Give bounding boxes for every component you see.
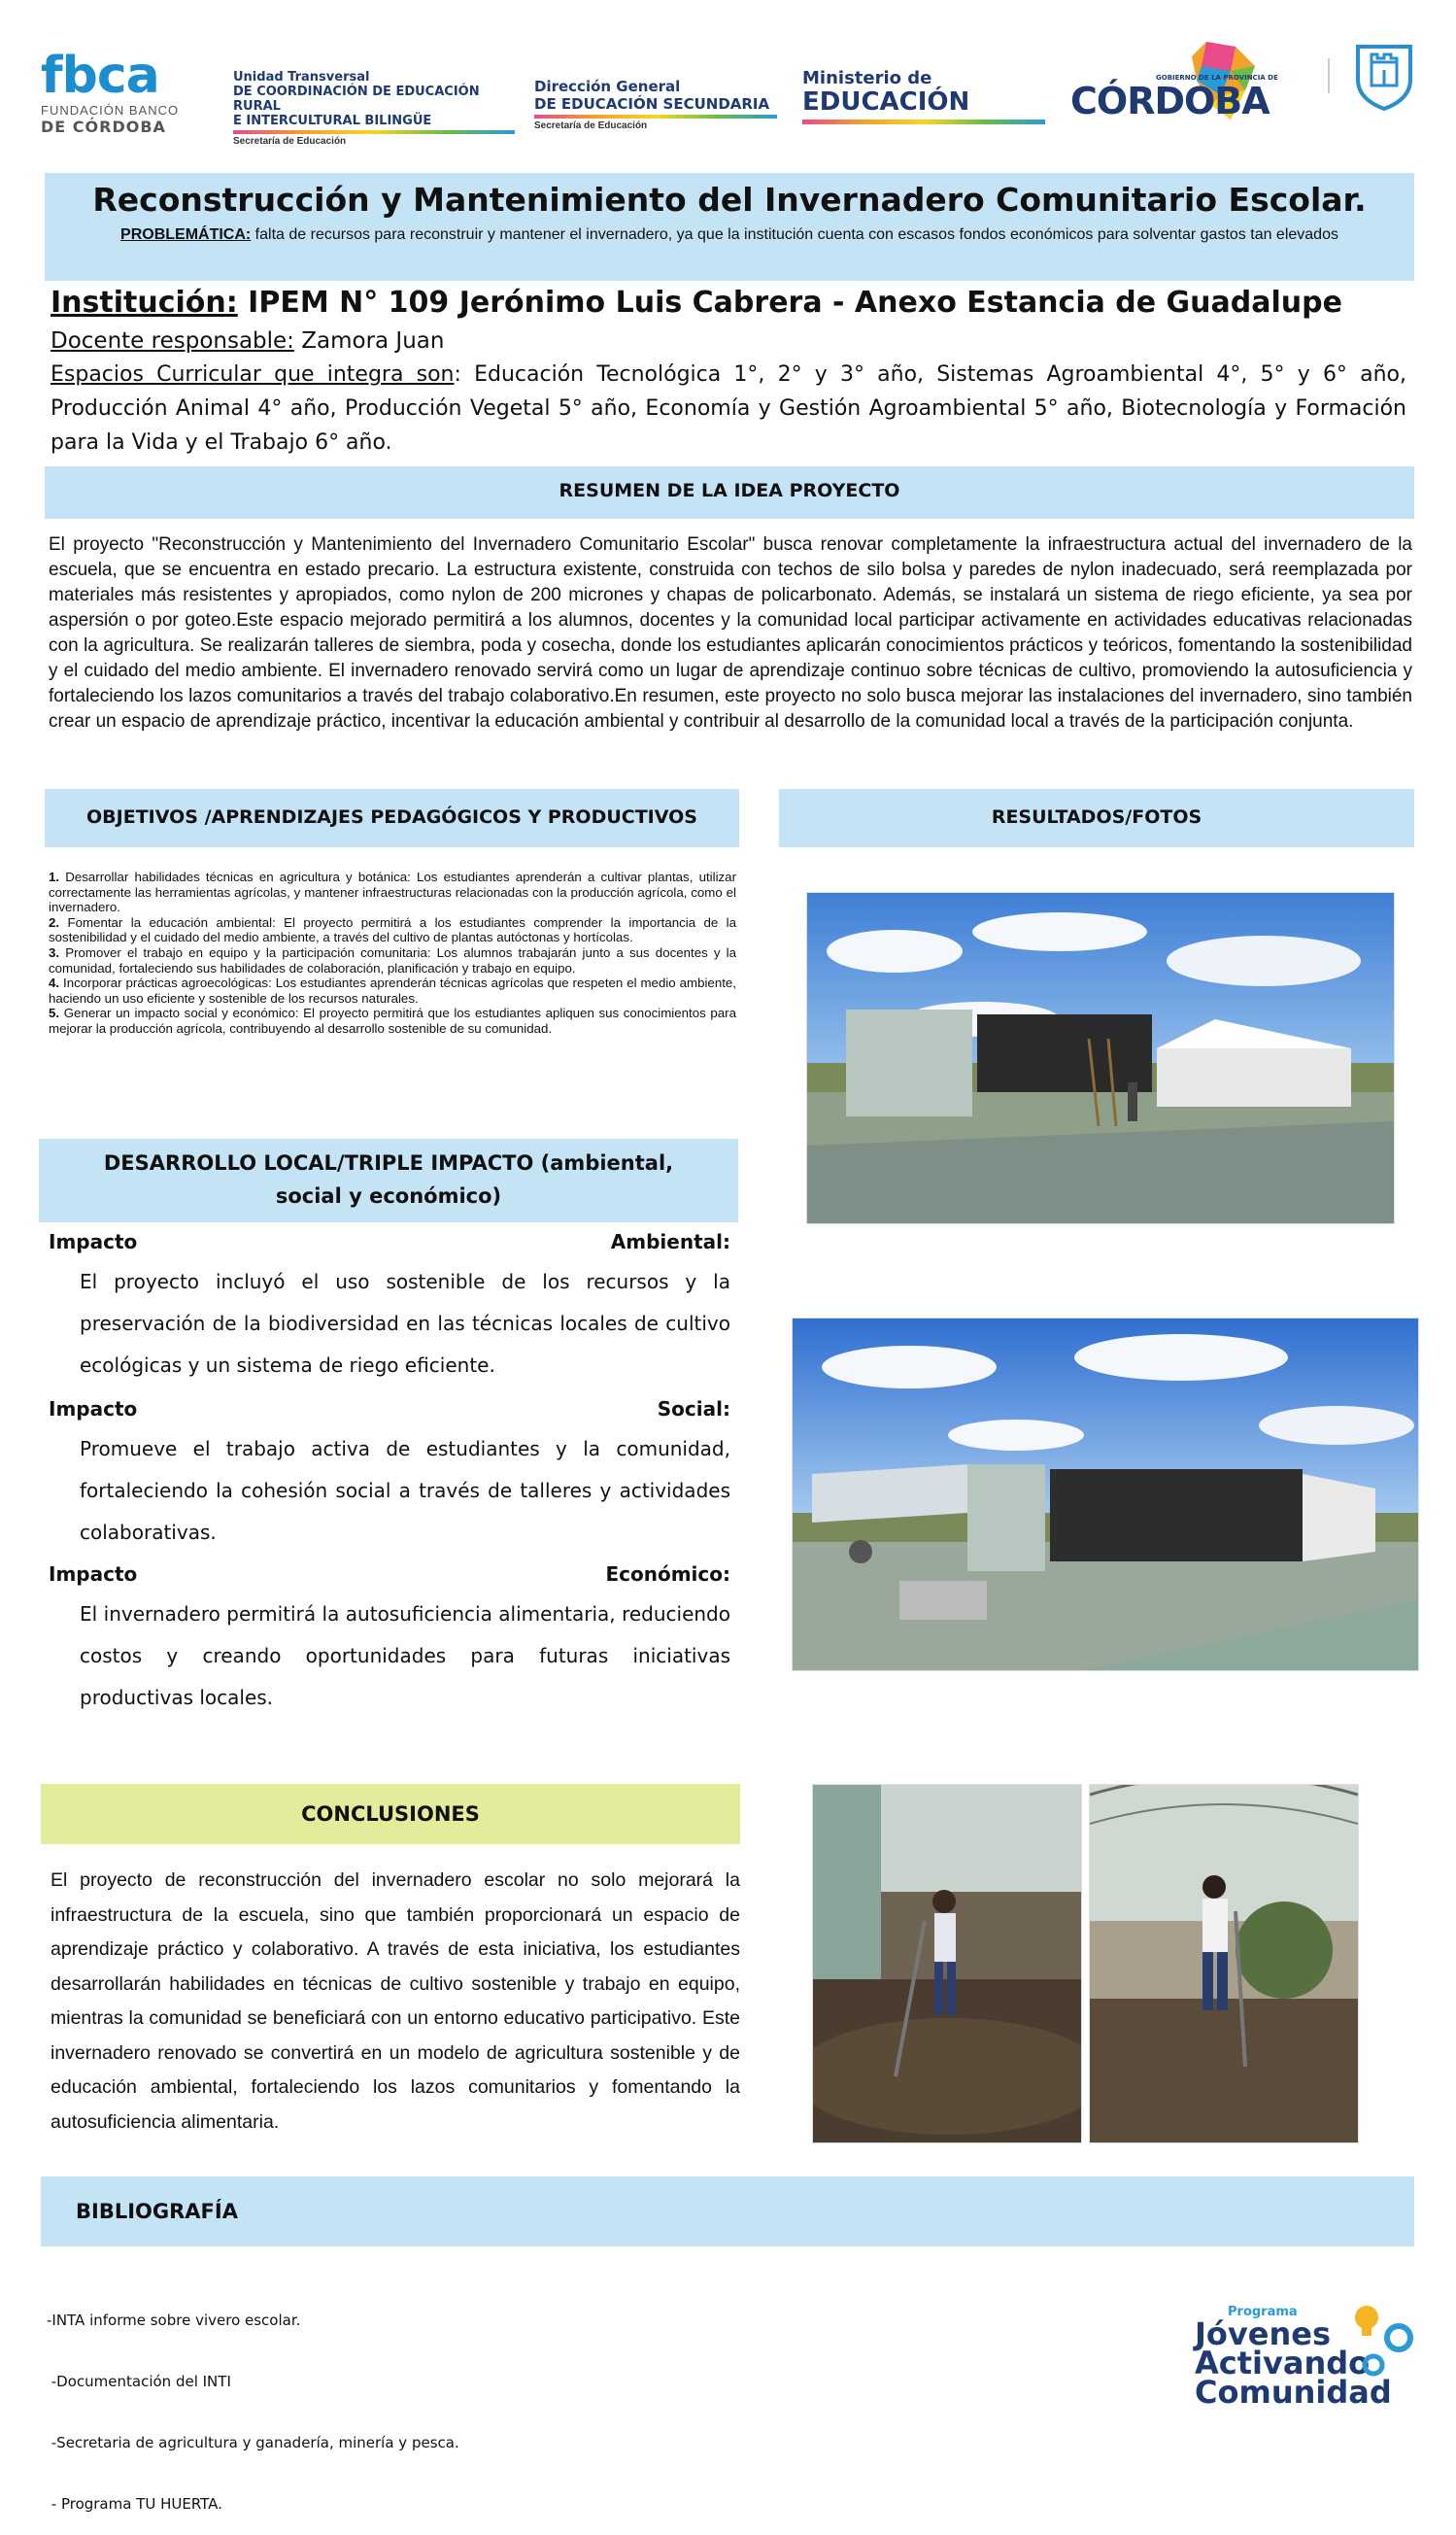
objectives-heading: OBJETIVOS /APRENDIZAJES PEDAGÓGICOS Y PRODUCTIVOS (86, 806, 697, 828)
program-line3: Comunidad (1195, 2374, 1392, 2411)
summary-heading: RESUMEN DE LA IDEA PROYECTO (559, 480, 900, 501)
institution-label: Institución: (51, 286, 238, 320)
program-line1: Jóvenes (1195, 2315, 1331, 2352)
objective-num: 5. (49, 1006, 60, 1021)
header-divider (1328, 58, 1330, 93)
bibliography-item: -Secretaria de agricultura y ganadería, minería y pesca. (47, 2434, 459, 2451)
objective-text: Incorporar prácticas agroecológicas: Los estudiantes aprenderán técnicas agrícolas que respeten el medio ambiente, haciendo un uso eficiente y sostenible de los recursos naturales. (49, 976, 736, 1006)
impact-social-text: Promueve el trabajo activa de estudiantes y la comunidad, fortaleciendo la cohesión social a través de talleres y actividades colaborativas. (80, 1437, 730, 1544)
bibliography-item: -Documentación del INTI (47, 2373, 231, 2390)
bibliography-item: - Programa TU HUERTA. (47, 2495, 222, 2513)
objective-text: Promover el trabajo en equipo y la participación comunitaria: Los alumnos trabajarán junto a sus docentes y la comunidad, fortaleciendo sus habilidades de colaboración, planificación y trabajo en equipo. (49, 944, 736, 976)
objective-item (49, 945, 736, 976)
teacher-label: Docente responsable: (51, 328, 294, 354)
utcer-stripe (233, 130, 515, 134)
objective-item (49, 1006, 736, 1036)
problem-statement (58, 223, 1401, 247)
fbca-line2: DE CÓRDOBA (41, 118, 166, 136)
greenhouse-photo-2-image (793, 1319, 1418, 1670)
impact-social-left: Impacto (49, 1397, 138, 1421)
objective-num: 2. (49, 914, 60, 930)
ring-icon (1381, 2320, 1416, 2355)
objective-text: Desarrollar habilidades técnicas en agricultura y botánica: Los estudiantes aprenderán a cultivar plantas, utilizar correctamente las herramientas agrícolas, y mantener infraestructuras relacionadas con la producción agrícola, como el invernadero. (49, 870, 736, 915)
student-photo-1-image (813, 1785, 1081, 2142)
program-small: Programa (1228, 2305, 1298, 2319)
logo-cordoba (1070, 37, 1313, 124)
logo-dges (534, 78, 777, 131)
student-photo-2-image (1090, 1785, 1358, 2142)
bibliography-item: -INTA informe sobre vivero escolar. (47, 2312, 301, 2329)
impact-economico-left: Impacto (49, 1562, 138, 1586)
spaces-value: : Educación Tecnológica 1°, 2° y 3° año, Sistemas Agroambiental 4°, 5° y 6° año, Producción Animal 4° año, Producción Vegetal 5° año, Economía y Gestión Agroambiental 5° año, Biotecnología y Formación para la Vida y el Trabajo 6° año. (51, 362, 1406, 455)
impact-heading: DESARROLLO LOCAL/TRIPLE IMPACTO (ambiental, social y económico) (103, 1151, 674, 1208)
bibliography-list (47, 2270, 727, 2535)
conclusions-heading: CONCLUSIONES (301, 1802, 480, 1826)
objective-num: 3. (49, 944, 60, 960)
utcer-line3: E INTERCULTURAL BILINGÜE (233, 114, 432, 128)
impact-economico-right: Económico: (605, 1562, 730, 1586)
cordoba-name: CÓRDOBA (1070, 80, 1270, 122)
impact-ambiental-left: Impacto (49, 1230, 138, 1253)
student-photo-1 (812, 1784, 1082, 2143)
logo-ministerio (802, 68, 1045, 124)
spaces-label: Espacios Curricular que integra son (51, 362, 455, 387)
institution-value: IPEM N° 109 Jerónimo Luis Cabrera - Anexo Estancia de Guadalupe (237, 286, 1342, 320)
utcer-line1: Unidad Transversal (233, 70, 370, 85)
problem-label: PROBLEMÁTICA: (120, 226, 252, 243)
logo-utcer (233, 70, 515, 147)
results-heading: RESULTADOS/FOTOS (991, 806, 1202, 828)
greenhouse-photo-1 (806, 892, 1395, 1224)
impact-ambiental-right: Ambiental: (610, 1230, 730, 1253)
ministerio-stripe (802, 120, 1045, 124)
cordoba-small: GOBIERNO DE LA PROVINCIA DE (1156, 74, 1278, 82)
page-title: Reconstrucción y Mantenimiento del Invernadero Comunitario Escolar. (92, 181, 1367, 219)
greenhouse-photo-1-image (807, 893, 1394, 1223)
objective-item (49, 870, 736, 915)
utcer-line2: DE COORDINACIÓN DE EDUCACIÓN RURAL (233, 85, 480, 114)
bibliography-band (41, 2176, 1414, 2246)
bibliography-heading: BIBLIOGRAFÍA (76, 2200, 238, 2223)
impact-economico-text: El invernadero permitirá la autosuficiencia alimentaria, reduciendo costos y creando oportunidades para futuras iniciativas productivas locales. (80, 1602, 730, 1709)
ring-small-icon (1360, 2351, 1387, 2379)
problem-text: falta de recursos para reconstruir y mantener el invernadero, ya que la institución cuenta con escasos fondos económicos para solventar gastos tan elevados (251, 226, 1338, 243)
fbca-mark: fbca (41, 47, 159, 105)
greenhouse-photo-2 (792, 1318, 1419, 1671)
impact-social-header (49, 1397, 730, 1421)
objective-item (49, 976, 736, 1006)
lightbulb-icon (1350, 2303, 1383, 2342)
ministerio-line2: EDUCACIÓN (802, 87, 970, 117)
dges-line2: DE EDUCACIÓN SECUNDARIA (534, 95, 770, 113)
teacher-line (51, 325, 1410, 358)
impact-social-right: Social: (657, 1397, 730, 1421)
curricular-spaces (51, 358, 1406, 460)
objective-text: Generar un impacto social y económico: El proyecto permitirá que los estudiantes apliquen sus conocimientos para mejorar la producción agrícola, contribuyendo al desarrollo sostenible de su comunidad. (49, 1006, 736, 1036)
impact-economico-header (49, 1562, 730, 1586)
dges-stripe (534, 115, 777, 119)
logo-fbca (41, 49, 186, 138)
program-line2: Activando (1195, 2345, 1371, 2381)
ministerio-line1: Ministerio de (802, 68, 932, 88)
institution-line (51, 284, 1410, 323)
student-photo-2 (1089, 1784, 1359, 2143)
impact-ambiental-text: El proyecto incluyó el uso sostenible de los recursos y la preservación de la biodiversidad en las técnicas locales de cultivo ecológicas y un sistema de riego eficiente. (80, 1270, 730, 1377)
summary-text: El proyecto "Reconstrucción y Mantenimiento del Invernadero Comunitario Escolar" busca renovar completamente la infraestructura actual del invernadero de la escuela, que se encuentra en estado precario. La estructura existente, construida con techos de silo bolsa y paredes de nylon inadecuado, será reemplazada por materiales más resistentes y apropiados, como nylon de 200 micrones y chapas de policarbonato. Además, se instalará un sistema de riego eficiente, ya sea por aspersión o por goteo.Este espacio mejorado permitirá a los alumnos, docentes y la comunidad local participar activamente en actividades educativas relacionadas con la agricultura. Se realizarán talleres de siembra, poda y cosecha, donde los estudiantes aplicarán conocimientos prácticos y teóricos, fomentando la sostenibilidad y el cuidado del medio ambiente. El invernadero renovado servirá como un lugar de aprendizaje continuo sobre técnicas de cultivo, promoviendo la autosuficiencia y fortaleciendo los lazos comunitarios a través del trabajo colaborativo.En resumen, este proyecto no solo busca mejorar las instalaciones del invernadero, sino también crear un espacio de aprendizaje práctico, incentivar la educación ambiental y contribuir al desarrollo de la comunidad local a través de la participación conjunta. (49, 534, 1412, 732)
objective-num: 1. (49, 870, 60, 884)
program-logo (1195, 2303, 1428, 2410)
municipal-shield-icon (1350, 39, 1418, 112)
impact-ambiental-header (49, 1230, 730, 1253)
conclusions-text: El proyecto de reconstrucción del invernadero escolar no solo mejorará la infraestructura de la escuela, sino que también proporcionará un espacio de aprendizaje práctico y colaborativo. A través de esta iniciativa, los estudiantes desarrollarán habilidades en técnicas de cultivo sostenible y trabajo en equipo, mientras la comunidad se beneficiará con un entorno educativo participativo. Este invernadero renovado se convertirá en un modelo de agricultura sostenible y de educación ambiental, fortaleciendo los lazos comunitarios y fomentando la autosuficiencia alimentaria. (51, 1869, 740, 2133)
dges-line1: Dirección General (534, 78, 681, 95)
dges-sub: Secretaría de Educación (534, 120, 648, 131)
objective-item (49, 915, 736, 945)
objective-num: 4. (49, 976, 60, 991)
fbca-line1: FUNDACIÓN BANCO (41, 103, 180, 118)
utcer-sub: Secretaría de Educación (233, 136, 347, 147)
teacher-value: Zamora Juan (293, 328, 445, 354)
objectives-list (49, 870, 736, 1037)
objective-text: Fomentar la educación ambiental: El proyecto permitirá a los estudiantes comprender la importancia de la sostenibilidad y el cuidado del medio ambiente, a través del cultivo de plantas autóctonas y hortícolas. (49, 914, 736, 945)
